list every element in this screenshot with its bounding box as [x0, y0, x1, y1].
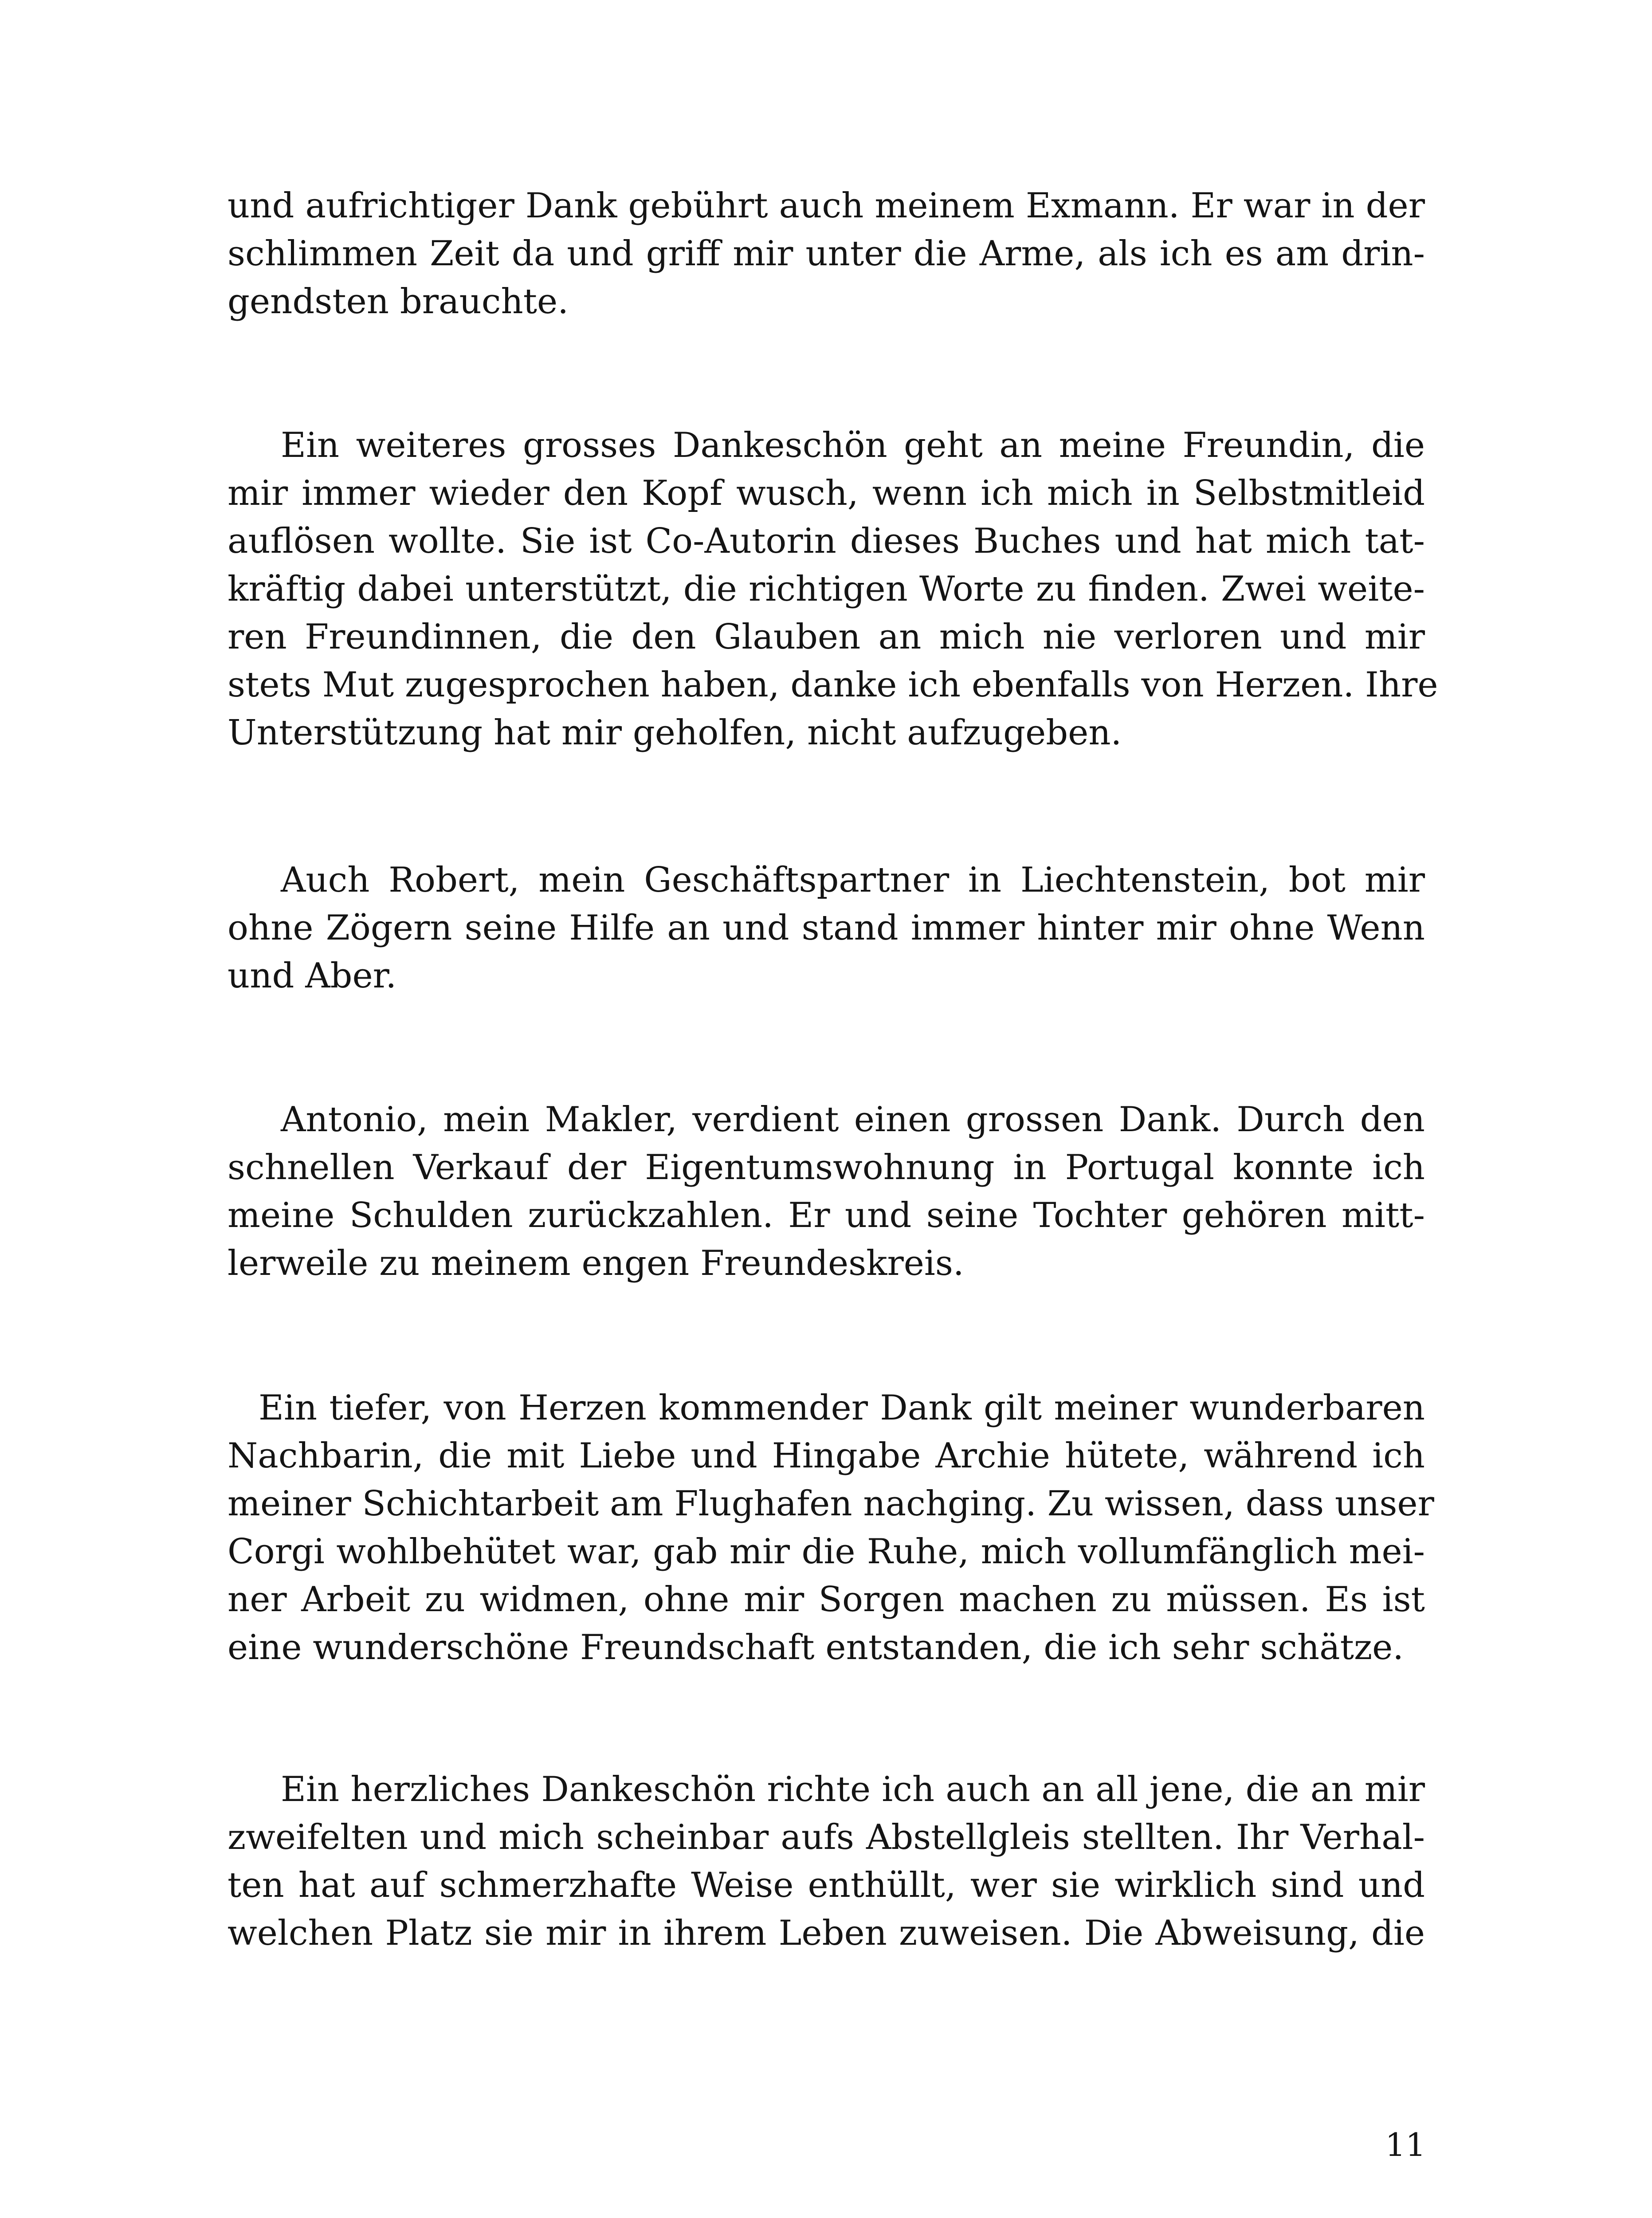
text-line: Unterstützung hat mir geholfen, nicht aufzugeben.	[228, 713, 1122, 753]
text-line: Corgi wohlbehütet war, gab mir die Ruhe, mich vollumfänglich mei-	[228, 1532, 1425, 1572]
text-line: Ein herzliches Dankeschön richte ich auch an all jene, die an mir	[281, 1770, 1425, 1809]
text-line: Ein weiteres grosses Dankeschön geht an meine Freundin, die	[281, 425, 1425, 465]
paragraph-3	[228, 856, 1425, 1000]
paragraph-2	[228, 421, 1438, 757]
text-line: schnellen Verkauf der Eigentumswohnung in Portugal konnte ich	[228, 1148, 1425, 1188]
text-line: auflösen wollte. Sie ist Co-Autorin dieses Buches und hat mich tat-	[228, 521, 1425, 561]
text-line: stets Mut zugesprochen haben, danke ich ebenfalls von Herzen. Ihre	[228, 665, 1438, 705]
text-line: Nachbarin, die mit Liebe und Hingabe Archie hütete, während ich	[228, 1436, 1425, 1476]
text-line: ren Freundinnen, die den Glauben an mich nie verloren und mir	[228, 617, 1425, 657]
text-line: schlimmen Zeit da und griff mir unter die Arme, als ich es am drin-	[228, 234, 1425, 274]
text-line: ohne Zögern seine Hilfe an und stand immer hinter mir ohne Wenn	[228, 908, 1425, 948]
text-line: Ein tiefer, von Herzen kommender Dank gilt meiner wunderbaren	[259, 1388, 1425, 1428]
text-line: eine wunderschöne Freundschaft entstanden, die ich sehr schätze.	[228, 1628, 1404, 1667]
text-line: meine Schulden zurückzahlen. Er und seine Tochter gehören mitt-	[228, 1196, 1425, 1235]
text-line: meiner Schichtarbeit am Flughafen nachging. Zu wissen, dass unser	[228, 1484, 1434, 1524]
paragraph-4	[228, 1096, 1425, 1287]
text-line: und Aber.	[228, 956, 397, 996]
paragraph-1	[228, 182, 1425, 326]
text-line: Auch Robert, mein Geschäftspartner in Liechtenstein, bot mir	[281, 860, 1425, 900]
text-line: und aufrichtiger Dank gebührt auch meinem Exmann. Er war in der	[228, 186, 1425, 226]
page-number: 11	[1385, 2126, 1426, 2163]
paragraph-6	[228, 1766, 1425, 1957]
text-line: welchen Platz sie mir in ihrem Leben zuweisen. Die Abweisung, die	[228, 1913, 1425, 1953]
text-line: ten hat auf schmerzhafte Weise enthüllt, wer sie wirklich sind und	[228, 1865, 1425, 1905]
text-line: gendsten brauchte.	[228, 282, 569, 322]
text-line: zweifelten und mich scheinbar aufs Abstellgleis stellten. Ihr Verhal-	[228, 1817, 1425, 1857]
text-line: ner Arbeit zu widmen, ohne mir Sorgen machen zu müssen. Es ist	[228, 1580, 1425, 1620]
text-line: mir immer wieder den Kopf wusch, wenn ich mich in Selbstmitleid	[228, 473, 1425, 513]
text-line: Antonio, mein Makler, verdient einen grossen Dank. Durch den	[281, 1100, 1425, 1140]
text-line: lerweile zu meinem engen Freundeskreis.	[228, 1243, 964, 1283]
paragraph-5	[228, 1384, 1434, 1671]
text-line: kräftig dabei unterstützt, die richtigen Worte zu finden. Zwei weite-	[228, 569, 1425, 609]
